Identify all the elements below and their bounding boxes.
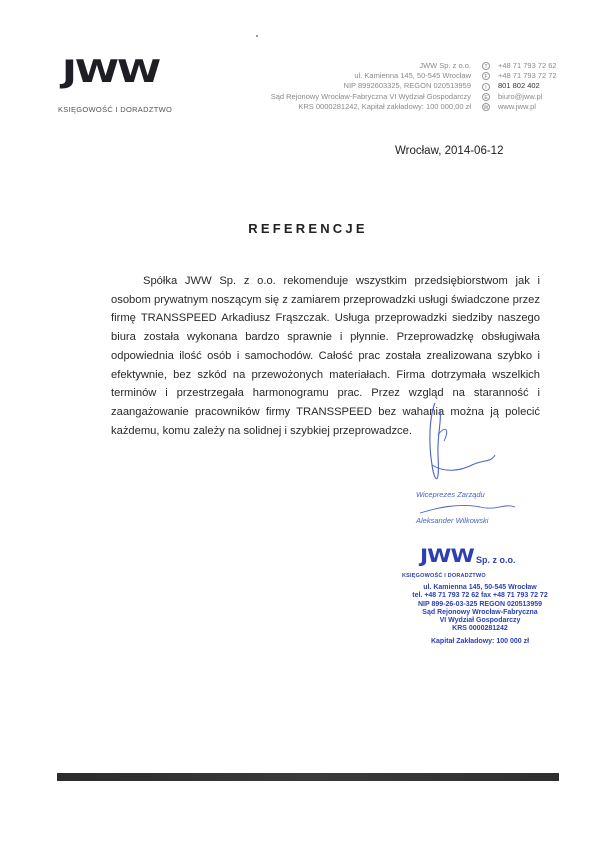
contact-list [482, 61, 557, 112]
contact-value: 801 802 402 [498, 81, 540, 91]
contact-infoline [482, 81, 557, 91]
stamp-line: KRS 0000281242 [452, 625, 508, 633]
scan-speck [256, 35, 258, 37]
contact-email [482, 92, 557, 102]
stamp-details [390, 584, 570, 646]
stamp-line: NIP 899-26-03-325 REGON 020513959 [417, 600, 542, 608]
stamp-logo: JWW [420, 546, 474, 568]
contact-value: +48 71 793 72 72 [498, 71, 557, 81]
contact-fax [482, 71, 557, 81]
stamp-line: tel. +48 71 793 72 62 fax +48 71 793 72 72 [412, 592, 548, 600]
contact-value: biuro@jww.pl [498, 91, 543, 101]
stamp-line: ul. Kamienna 145, 50-545 Wrocław [423, 584, 537, 591]
body-paragraph: Spółka JWW Sp. z o.o. rekomenduje wszystkim przedsiębiorstwom jak i osobom prywatnym noszącym się z zamiarem przeprowadzki usługi świadczone przez firmę TRANSSPEED Arkadiusz Frąszczak. Usługa przeprowadzki siedziby naszego biura została wykonana bardzo sprawnie i płynnie. Przeprowadzkę obsługiwała odpowiednia ilość osób i samochodów. Całość prac została zrealizowana szybko i efektywnie, bez szkód na przewożonych materiałach. Firma dotrzymała wszelkich terminów i przestrzegała harmonogramu prac. Przez wzgląd na staranność i zaangażowanie pracowników firmy TRANSSPEED bez wahania można ją polecić każdemu, komu zależy na solidnej i szybkiej przeprowadzce. [111, 275, 540, 437]
contact-value: www.jww.pl [498, 101, 536, 111]
logo-subtitle: KSIĘGOWOŚĆ I DORADZTWO [58, 105, 173, 114]
signatory-role: Wiceprezes Zarządu [416, 490, 485, 499]
email-icon: E [482, 93, 490, 101]
stamp-line: VI Wydział Gospodarczy [439, 617, 521, 625]
stamp-capital: Kapitał Zakładowy: 100 000 zł [430, 637, 530, 645]
company-line: NIP 8992603325, REGON 020513959 [343, 81, 471, 91]
fax-icon: F [482, 72, 490, 80]
stamp-line: Sąd Rejonowy Wrocław-Fabryczna [422, 608, 538, 616]
company-line: Sąd Rejonowy Wrocław-Fabryczna VI Wydział Gospodarczy [270, 91, 471, 101]
logo-wordmark: JWW [62, 54, 160, 90]
company-logo [58, 52, 178, 122]
contact-value: +48 71 793 72 62 [498, 61, 557, 70]
company-line: KRS 0000281242, Kapitał zakładowy: 100 000,00 zł [298, 101, 471, 111]
stamp-subtitle: KSIĘGOWOŚĆ I DORADZTWO [402, 573, 486, 579]
company-line: JWW Sp. z o.o. [419, 61, 471, 70]
company-info [191, 61, 471, 112]
footer-bar [57, 773, 559, 781]
contact-phone [482, 61, 557, 71]
phone-icon: T [482, 62, 490, 70]
company-line: ul. Kamienna 145, 50-545 Wrocław [354, 71, 471, 81]
contact-web [482, 102, 557, 112]
signatory-name: Aleksander Wilkowski [416, 516, 489, 525]
document-title: REFERENCJE [248, 221, 368, 236]
web-icon: W [483, 104, 489, 111]
stamp-logo-suffix: Sp. z o.o. [476, 555, 516, 565]
letter-date: Wrocław, 2014-06-12 [395, 145, 504, 157]
infoline-icon: I [482, 83, 490, 91]
